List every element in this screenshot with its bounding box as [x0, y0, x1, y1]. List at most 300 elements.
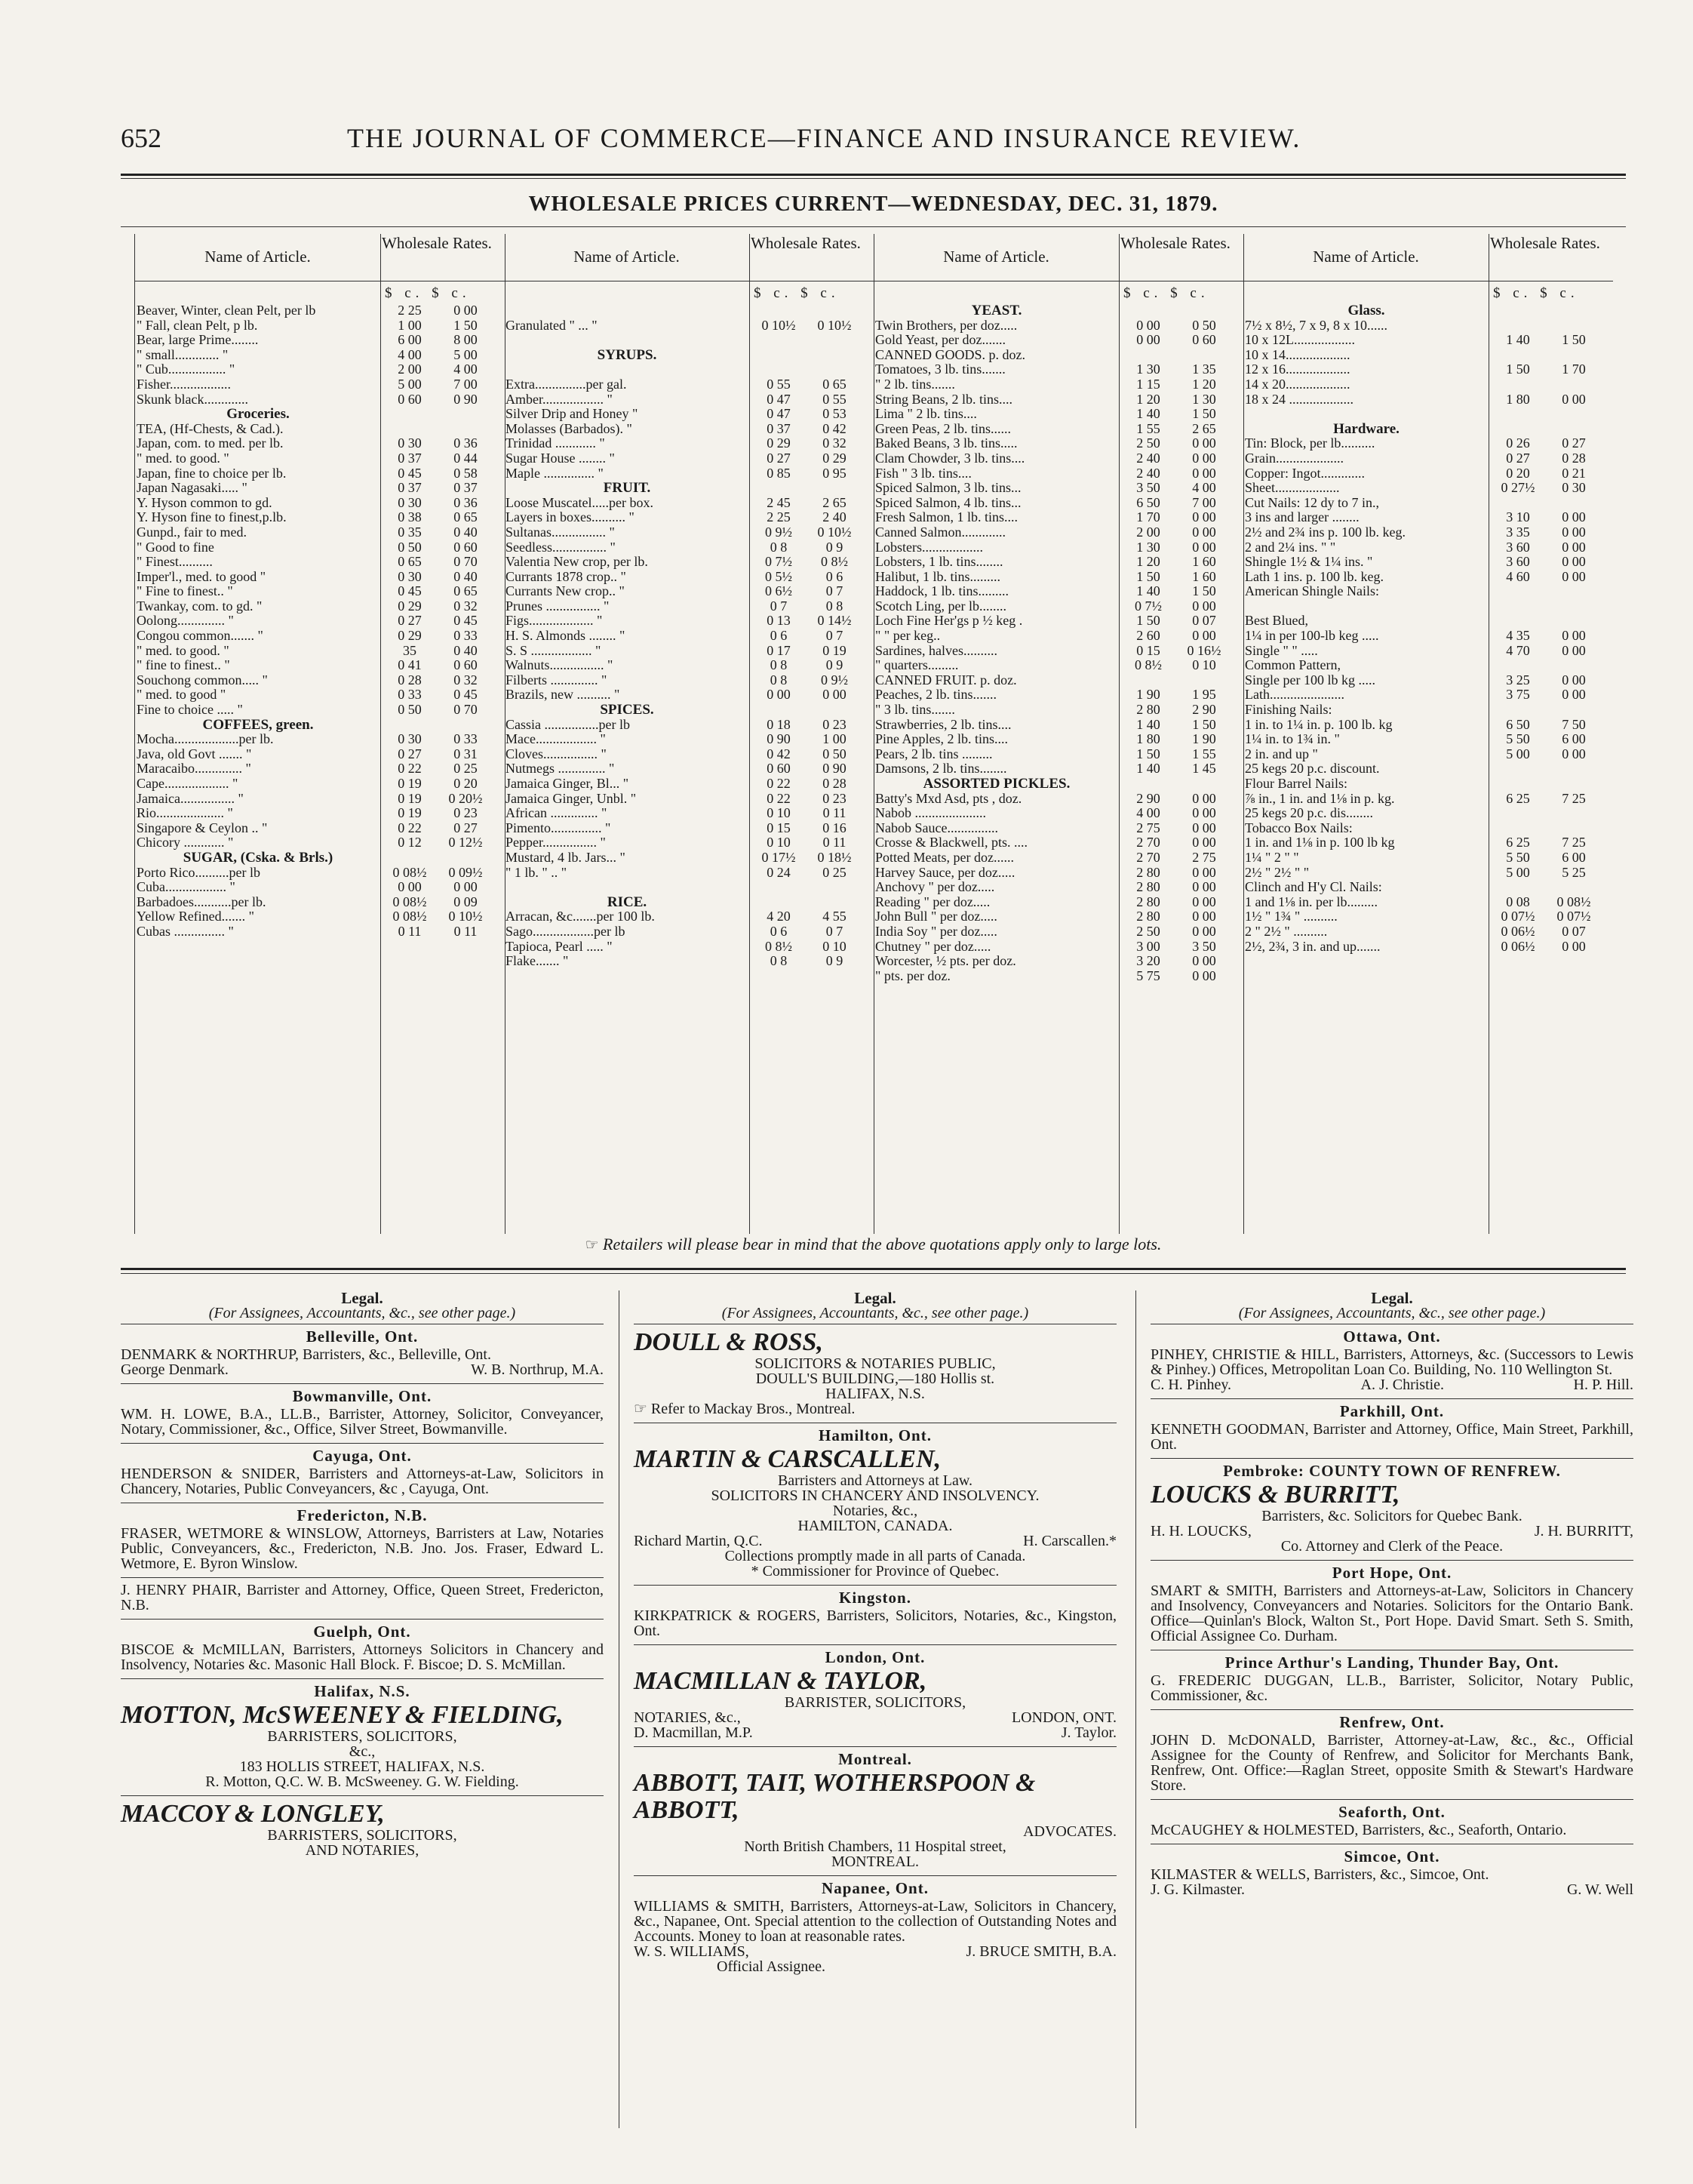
- price-row: [874, 673, 1243, 688]
- price-row: [1243, 732, 1613, 747]
- article-name: Fisher..................: [137, 377, 232, 392]
- price-row: [504, 777, 874, 792]
- card-line: SOLICITORS IN CHANCERY AND INSOLVENCY.: [711, 1487, 1040, 1504]
- price-row: [135, 614, 505, 629]
- card-text: JOHN D. McDONALD, Barrister, Attorney-at-Law, &c., &c., Official Assignee for the County of Renfrew, and Solicitor for Merchants Bank, Renfrew, Ont. Office:—Raglan Street, opposite Smith & Stewart's Hardware Store.: [1151, 1732, 1633, 1794]
- price-row: [504, 644, 874, 659]
- article-name: 2½ and 2¾ ins p. 100 lb. keg.: [1245, 524, 1406, 540]
- price-row: [874, 747, 1243, 762]
- rate-high: 1 70: [1562, 361, 1586, 377]
- price-row: [874, 377, 1243, 392]
- article-name: Single per 100 lb kg .....: [1245, 672, 1375, 687]
- price-row: [135, 481, 505, 496]
- name-of-article-header: Name of Article.: [1313, 248, 1419, 266]
- rate-low: 0 28: [398, 672, 422, 687]
- price-row: [874, 821, 1243, 836]
- rate-low: 3 00: [1136, 938, 1160, 954]
- rate-high: 1 45: [1192, 761, 1216, 777]
- retailers-note-text: Retailers will please bear in mind that the above quotations apply only to large lots.: [603, 1235, 1162, 1253]
- rate-low: 0 6: [770, 628, 788, 644]
- price-row: [1243, 761, 1613, 777]
- rate-high: 0 00: [1192, 835, 1216, 851]
- article-name: Strawberries, 2 lb. tins....: [875, 717, 1012, 732]
- rate-low: 1 50: [1136, 613, 1160, 629]
- rate-low: 3 35: [1506, 524, 1530, 540]
- rate-low: 0 30: [398, 731, 422, 747]
- rate-high: 0 55: [822, 391, 847, 407]
- partner-name: W. S. WILLIAMS,: [634, 1943, 749, 1960]
- price-row: [1243, 362, 1613, 377]
- article-name: Mocha...................per lb.: [137, 732, 274, 747]
- price-row: [874, 629, 1243, 644]
- rate-high: 0 00: [1192, 923, 1216, 939]
- price-row: [874, 924, 1243, 940]
- rate-high: 0 25: [822, 864, 847, 880]
- card-line: Barristers and Attorneys at Law.: [777, 1472, 973, 1489]
- legal-column-1: [121, 1290, 604, 2128]
- article-name: " med. to good. ": [137, 451, 229, 466]
- legal-top-rule-thin: [121, 1273, 1626, 1274]
- article-name: Tobacco Box Nails:: [1245, 820, 1353, 835]
- price-row: [135, 821, 505, 836]
- section-heading-row: [135, 718, 505, 733]
- rate-low: 6 25: [1506, 835, 1530, 851]
- price-row: [135, 496, 505, 511]
- rate-high: 1 50: [453, 317, 478, 333]
- rate-high: 0 16: [822, 820, 847, 835]
- legal-column-2: [634, 1290, 1117, 2128]
- price-row: [135, 895, 505, 910]
- rate-high: 0 8: [825, 598, 843, 614]
- article-name: SPICES.: [600, 703, 654, 718]
- article-name: Lath......................: [1245, 687, 1344, 703]
- price-row: [1243, 436, 1613, 451]
- rate-low: 1 40: [1136, 716, 1160, 732]
- article-name: Extra...............per gal.: [505, 377, 627, 392]
- price-row: [1243, 747, 1613, 762]
- article-name: Pimento............... ": [505, 820, 611, 835]
- article-name: Walnuts................ ": [505, 658, 613, 673]
- rate-low: 5 75: [1136, 967, 1160, 983]
- price-row: [1243, 806, 1613, 821]
- rate-high: 0 00: [1562, 746, 1586, 761]
- rate-low: 0 60: [767, 761, 791, 777]
- rate-high: 0 10: [1192, 657, 1216, 673]
- article-name: Damsons, 2 lb. tins........: [875, 761, 1007, 777]
- article-name: " Fall, clean Pelt, p lb.: [137, 318, 258, 333]
- rate-low: 1 30: [1136, 361, 1160, 377]
- rate-high: 0 42: [822, 420, 847, 436]
- rate-low: 0 30: [398, 435, 422, 451]
- rate-high: 1 90: [1192, 731, 1216, 747]
- price-row: [874, 362, 1243, 377]
- rate-high: 0 33: [453, 731, 478, 747]
- price-row: [135, 540, 505, 555]
- price-row: [874, 422, 1243, 437]
- rate-high: 0 00: [1562, 391, 1586, 407]
- price-row: [874, 466, 1243, 481]
- article-name: Batty's Mxd Asd, pts , doz.: [875, 791, 1022, 806]
- article-name: RICE.: [607, 894, 647, 910]
- rate-high: 0 00: [822, 687, 847, 703]
- article-name: Nutmegs .............. ": [505, 761, 615, 777]
- city-heading: Port Hope, Ont.: [1332, 1564, 1452, 1582]
- article-name: Haddock, 1 lb. tins.........: [875, 584, 1009, 599]
- rate-low: 5 50: [1506, 849, 1530, 865]
- price-row: [504, 629, 874, 644]
- rate-high: 0 20½: [448, 790, 483, 806]
- article-name: " 3 lb. tins.......: [875, 703, 955, 718]
- price-row: [135, 377, 505, 392]
- article-name: H. S. Almonds ........ ": [505, 629, 625, 644]
- price-row: [504, 362, 874, 377]
- price-row: [1243, 525, 1613, 540]
- card-guelph: [121, 1619, 604, 1678]
- article-name: COFFEES, green.: [202, 717, 314, 733]
- article-name: Loch Fine Her'gs p ½ keg .: [875, 614, 1023, 629]
- price-column: [134, 234, 505, 1234]
- rate-low: 6 50: [1506, 716, 1530, 732]
- price-row: [504, 392, 874, 408]
- price-column: [874, 234, 1244, 1234]
- rate-low: 1 70: [1136, 509, 1160, 525]
- rate-low: 0 45: [398, 465, 422, 481]
- rate-high: 0 00: [1562, 672, 1586, 687]
- price-row: [1243, 924, 1613, 940]
- card-line: North British Chambers, 11 Hospital street,: [744, 1838, 1006, 1855]
- rate-high: 0 10½: [817, 317, 852, 333]
- rate-low: 0 85: [767, 465, 791, 481]
- rate-high: 0 33: [453, 628, 478, 644]
- legal-column-3: [1151, 1290, 1633, 2128]
- partner-name: J. H. BURRITT,: [1534, 1523, 1633, 1540]
- rate-low: 4 20: [767, 909, 791, 924]
- article-name: Nabob Sauce...............: [875, 820, 998, 835]
- legal-heading: Legal.: [341, 1289, 383, 1307]
- rate-high: 0 00: [1192, 953, 1216, 969]
- rate-high: 0 10: [822, 938, 847, 954]
- rate-low: 0 00: [767, 687, 791, 703]
- rate-high: 0 00: [453, 879, 478, 895]
- card-simcoe: [1151, 1844, 1633, 1903]
- rate-low: 4 00: [1136, 805, 1160, 821]
- price-row: [1243, 555, 1613, 570]
- section-heading-row: [1243, 303, 1613, 318]
- price-row: [874, 436, 1243, 451]
- rate-low: 0 11: [398, 923, 422, 939]
- price-row: [874, 835, 1243, 851]
- article-name: Sugar House ........ ": [505, 451, 615, 466]
- rate-high: 0 20: [453, 776, 478, 791]
- article-name: Clinch and H'y Cl. Nails:: [1245, 880, 1382, 895]
- price-row: [504, 540, 874, 555]
- card-fredericton: [121, 1503, 604, 1577]
- article-name: Brazils, new .......... ": [505, 687, 620, 703]
- rate-high: 0 08½: [1556, 894, 1591, 909]
- article-name: Singapore & Ceylon .. ": [137, 820, 268, 835]
- article-name: African .............. ": [505, 806, 607, 821]
- price-row: [135, 525, 505, 540]
- price-row: [1243, 777, 1613, 792]
- rate-high: 3 50: [1192, 938, 1216, 954]
- price-row: [874, 792, 1243, 807]
- legal-subheading: (For Assignees, Accountants, &c., see other page.): [1238, 1305, 1546, 1321]
- partner-name: A. J. Christie.: [1360, 1377, 1445, 1393]
- rate-high: 0 00: [1562, 938, 1586, 954]
- rate-high: 0 00: [1192, 894, 1216, 909]
- card-text: KILMASTER & WELLS, Barristers, &c., Simcoe, Ont.: [1151, 1866, 1489, 1883]
- rate-high: 0 00: [1192, 435, 1216, 451]
- card-line: ADVOCATES.: [1023, 1823, 1117, 1840]
- section-heading-row: [1243, 422, 1613, 437]
- rate-low: 0 06½: [1501, 938, 1535, 954]
- card-line: MONTREAL.: [831, 1853, 920, 1870]
- price-row: [135, 599, 505, 614]
- card-text: WILLIAMS & SMITH, Barristers, Attorneys-at-Law, Solicitors in Chancery, &c., Napanee, Ont. Special attention to the collection of Outstanding Notes and Accounts. Money to loan at reasonable rates.: [634, 1898, 1117, 1945]
- article-name: Scotch Ling, per lb........: [875, 598, 1006, 614]
- article-name: 18 x 24 ...................: [1245, 392, 1353, 407]
- rate-high: 0 53: [822, 406, 847, 422]
- rate-high: 0 09: [453, 894, 478, 909]
- rate-high: 0 9: [825, 657, 843, 673]
- price-row: [504, 422, 874, 437]
- article-name: 1½ " 1¾ " ..........: [1245, 909, 1338, 924]
- rate-low: 0 06½: [1501, 923, 1535, 939]
- article-name: Fresh Salmon, 1 lb. tins....: [875, 510, 1019, 525]
- city-heading: Fredericton, N.B.: [297, 1506, 428, 1524]
- name-of-article-header: Name of Article.: [943, 248, 1049, 266]
- legal-heading: Legal.: [854, 1289, 896, 1307]
- article-name: Valentia New crop, per lb.: [505, 555, 648, 570]
- rate-high: 5 00: [453, 346, 478, 362]
- price-row: [504, 466, 874, 481]
- rate-high: 0 32: [822, 435, 847, 451]
- price-row: [504, 555, 874, 570]
- rate-high: 0 00: [453, 303, 478, 318]
- rate-low: 0 00: [398, 879, 422, 895]
- price-row: [1243, 644, 1613, 659]
- rate-low: 2 40: [1136, 465, 1160, 481]
- article-name: Barbadoes...........per lb.: [137, 894, 266, 909]
- article-name: Common Pattern,: [1245, 658, 1341, 673]
- price-row: [1243, 835, 1613, 851]
- column-header: [135, 234, 505, 281]
- city-heading: Bowmanville, Ont.: [292, 1387, 432, 1405]
- card-prince-arthurs-landing: [1151, 1650, 1633, 1709]
- article-name: Japan Nagasaki..... ": [137, 481, 247, 496]
- article-name: Glass.: [1347, 303, 1385, 318]
- partner-name: H. P. Hill.: [1573, 1377, 1633, 1393]
- rate-high: 0 00: [1192, 805, 1216, 821]
- price-row: [504, 821, 874, 836]
- rate-low: 0 42: [767, 746, 791, 761]
- rate-low: 0 47: [767, 406, 791, 422]
- price-row: [504, 835, 874, 851]
- card-cayuga: [121, 1443, 604, 1503]
- rate-high: 0 11: [822, 835, 847, 851]
- header-rule-thin: [121, 178, 1626, 179]
- price-row: [504, 377, 874, 392]
- rate-high: 6 00: [1562, 849, 1586, 865]
- article-name: Prunes ................ ": [505, 598, 610, 614]
- article-name: Cassia ................per lb: [505, 717, 630, 732]
- rate-low: 0 29: [398, 628, 422, 644]
- article-name: Sheet...................: [1245, 481, 1340, 496]
- rate-high: 0 16½: [1187, 642, 1221, 658]
- price-row: [1243, 392, 1613, 408]
- price-row: [135, 747, 505, 762]
- partner-name: J. G. Kilmaster.: [1151, 1881, 1245, 1898]
- rate-low: 1 50: [1506, 361, 1530, 377]
- price-row: [874, 348, 1243, 363]
- article-name: Worcester, ½ pts. per doz.: [875, 954, 1016, 969]
- rate-low: 2 00: [1136, 524, 1160, 540]
- card-text: WM. H. LOWE, B.A., LL.B., Barrister, Attorney, Solicitor, Conveyancer, Notary, Commissioner, &c., Office, Silver Street, Bowmanville.: [121, 1406, 604, 1438]
- price-row: [1243, 584, 1613, 599]
- card-line: LONDON, ONT.: [1011, 1709, 1117, 1726]
- price-row: [135, 806, 505, 821]
- article-name: Fish " 3 lb. tins....: [875, 466, 972, 481]
- article-name: Rio.................... ": [137, 806, 233, 821]
- rate-high: 0 7: [825, 628, 843, 644]
- article-name: " Fine to finest.. ": [137, 584, 233, 599]
- article-name: 7½ x 8½, 7 x 9, 8 x 10......: [1245, 318, 1387, 333]
- rate-low: 0 07½: [1501, 909, 1535, 924]
- rate-low: 1 40: [1136, 761, 1160, 777]
- article-name: ASSORTED PICKLES.: [923, 777, 1071, 792]
- price-row: [1243, 866, 1613, 881]
- city-heading: Renfrew, Ont.: [1339, 1713, 1445, 1731]
- article-name: Crosse & Blackwell, pts. ....: [875, 835, 1028, 851]
- rate-low: 0 00: [1136, 332, 1160, 348]
- rate-low: 0 55: [767, 376, 791, 392]
- rate-high: 0 44: [453, 450, 478, 466]
- rate-high: 7 00: [1192, 494, 1216, 510]
- rate-high: 2 40: [822, 509, 847, 525]
- rate-high: 0 00: [1192, 879, 1216, 895]
- rate-high: 0 00: [1562, 628, 1586, 644]
- name-of-article-header: Name of Article.: [573, 248, 680, 266]
- partner-name: J. BRUCE SMITH, B.A.: [966, 1943, 1117, 1960]
- price-row: [1243, 703, 1613, 718]
- article-name: Skunk black.............: [137, 392, 248, 407]
- section-heading-row: [504, 895, 874, 910]
- rate-high: 0 30: [1562, 480, 1586, 496]
- price-row: [874, 407, 1243, 422]
- rate-low: 2 50: [1136, 435, 1160, 451]
- article-name: Flake....... ": [505, 954, 569, 969]
- price-row: [1243, 880, 1613, 895]
- article-name: Single " " .....: [1245, 643, 1318, 658]
- card-maccoy: [121, 1795, 604, 1864]
- article-name: Halibut, 1 lb. tins.........: [875, 569, 1000, 584]
- firm-name: MARTIN & CARSCALLEN,: [634, 1445, 942, 1473]
- card-pembroke: [1151, 1458, 1633, 1560]
- rate-low: 0 13: [767, 613, 791, 629]
- price-row: [874, 895, 1243, 910]
- rate-low: 3 75: [1506, 687, 1530, 703]
- rate-high: 1 60: [1192, 568, 1216, 584]
- rate-low: 2 80: [1136, 894, 1160, 909]
- article-name: Grain....................: [1245, 451, 1344, 466]
- city-heading: Cayuga, Ont.: [312, 1447, 412, 1465]
- price-row: [135, 673, 505, 688]
- article-name: 10 x 12L..................: [1245, 333, 1355, 348]
- rate-low: 2 70: [1136, 835, 1160, 851]
- rate-high: 0 07: [1192, 613, 1216, 629]
- article-name: Sultanas................ ": [505, 524, 615, 540]
- rate-low: 0 50: [398, 702, 422, 718]
- rate-high: 0 7: [825, 583, 843, 599]
- article-name: Groceries.: [226, 407, 290, 422]
- article-name: 12 x 16...................: [1245, 362, 1350, 377]
- price-row: [874, 866, 1243, 881]
- card-line: * Commissioner for Province of Quebec.: [751, 1563, 1000, 1580]
- price-row: [504, 924, 874, 940]
- rate-high: 0 50: [1192, 317, 1216, 333]
- rate-high: 0 00: [1562, 509, 1586, 525]
- rate-low: 0 7½: [765, 554, 792, 570]
- article-name: Potted Meats, per doz......: [875, 850, 1014, 865]
- rate-high: 0 60: [453, 539, 478, 555]
- dollar-cents-label: $ c. $ c.: [385, 285, 471, 301]
- card-line: Co. Attorney and Clerk of the Peace.: [1280, 1538, 1504, 1555]
- rate-high: 0 90: [453, 391, 478, 407]
- article-name: Japan, com. to med. per lb.: [137, 436, 284, 451]
- price-row: [874, 481, 1243, 496]
- rate-low: 0 45: [398, 583, 422, 599]
- price-row: [1243, 687, 1613, 703]
- rate-low: 2 25: [767, 509, 791, 525]
- wholesale-rates-header: Wholesale Rates.: [1490, 234, 1600, 252]
- article-name: 1¼ " 2 " ": [1245, 850, 1299, 865]
- article-name: Twin Brothers, per doz.....: [875, 318, 1018, 333]
- card-text: FRASER, WETMORE & WINSLOW, Attorneys, Barristers at Law, Notaries Public, Conveyancers, &c., Fredericton, N.B. Jno. Jos. Fraser, Edward L. Wetmore, E. Byron Winslow.: [121, 1525, 604, 1572]
- rate-high: 0 40: [453, 642, 478, 658]
- rate-high: 0 21: [1562, 465, 1586, 481]
- article-name: " small............. ": [137, 347, 229, 362]
- article-name: " 2 lb. tins.......: [875, 377, 955, 392]
- city-heading: Guelph, Ont.: [313, 1623, 411, 1641]
- rate-low: 35: [403, 642, 416, 658]
- price-row: [1243, 629, 1613, 644]
- rate-low: 0 8: [770, 672, 788, 687]
- price-row: [504, 570, 874, 585]
- article-name: Lobsters, 1 lb. tins........: [875, 555, 1003, 570]
- article-name: Figs................... ": [505, 614, 603, 629]
- article-name: Peaches, 2 lb. tins.......: [875, 687, 997, 703]
- price-row: [504, 658, 874, 673]
- city-heading: Halifax, N.S.: [314, 1682, 410, 1700]
- article-name: Harvey Sauce, per doz.....: [875, 865, 1015, 880]
- price-row: [874, 599, 1243, 614]
- price-row: [135, 703, 505, 718]
- rate-high: 0 36: [453, 435, 478, 451]
- rate-low: 0 10½: [761, 317, 796, 333]
- card-line: ☞ Refer to Mackay Bros., Montreal.: [634, 1401, 856, 1417]
- rate-low: 0 8½: [1135, 657, 1162, 673]
- price-row: [874, 570, 1243, 585]
- card-halifax: [121, 1678, 604, 1795]
- rate-low: 4 70: [1506, 642, 1530, 658]
- rate-high: 0 00: [1192, 509, 1216, 525]
- city-heading: Simcoe, Ont.: [1344, 1847, 1440, 1866]
- partner-name: G. W. Well: [1566, 1881, 1633, 1898]
- rate-low: 0 65: [398, 554, 422, 570]
- price-row: [135, 570, 505, 585]
- firm-name: LOUCKS & BURRITT,: [1151, 1481, 1400, 1509]
- price-row: [504, 954, 874, 969]
